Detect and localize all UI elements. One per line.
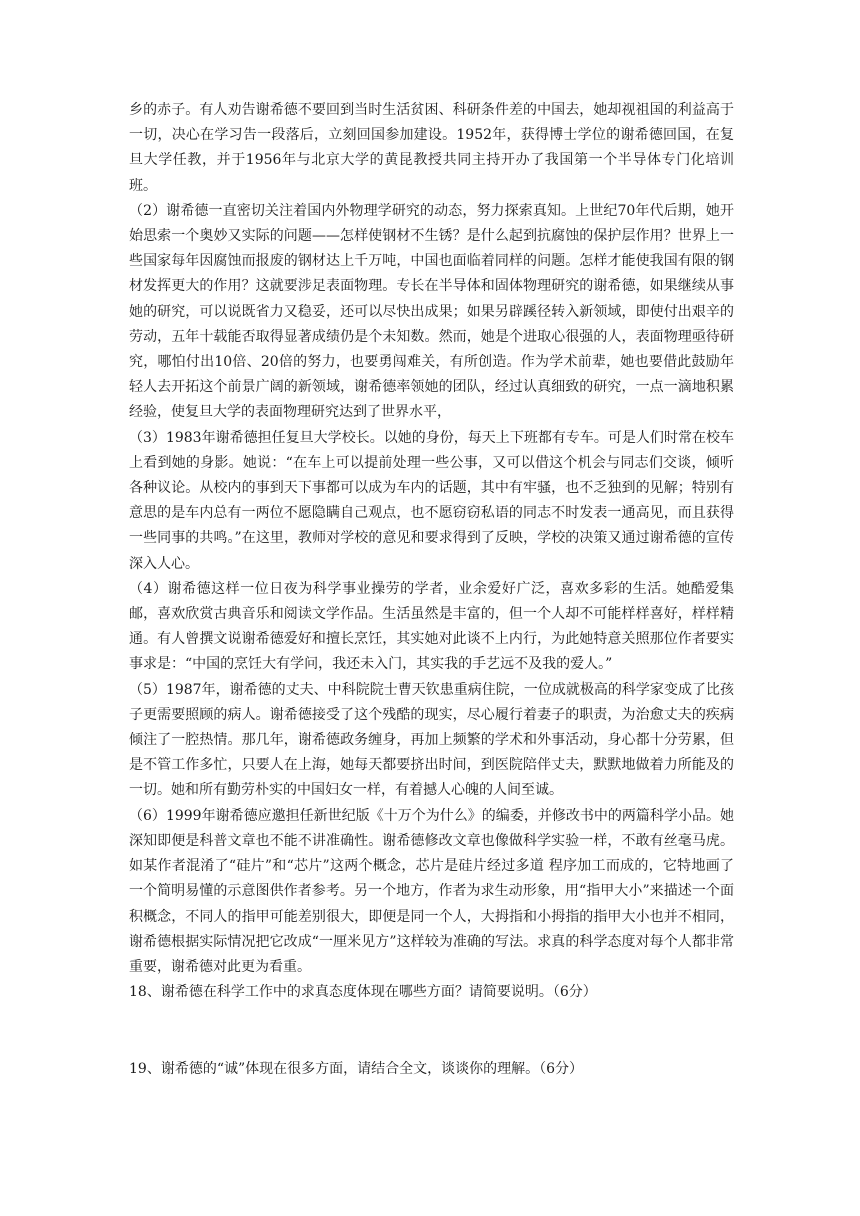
paragraph-3: （3）1983年谢希德担任复旦大学校长。以她的身份，每天上下班都有专车。可是人们时常在校车上看到她的身影。她说：“在车上可以提前处理一些公事，又可以借这个机会与同志们交谈，倾听各种议论。从校内的事到天下事都可以成为车内的话题，其中有牢骚，也不乏独到的见解；特别有意思的是车内总有一两位不愿隐瞒自己观点，也不愿窃窃私语的同志不时发表一通高见，而且获得一些同事的共鸣。”在这里，教师对学校的意见和要求得到了反映，学校的决策又通过谢希德的宣传深入人心。 [129,429,734,572]
paragraph-6: （6）1999年谢希德应邀担任新世纪版《十万个为什么》的编委，并修改书中的两篇科学小品。她深知即便是科普文章也不能不讲准确性。谢希德修改文章也像做科学实验一样，不敢有丝毫马虎。如某作者混淆了“硅片”和“芯片”这两个概念，芯片是硅片经过多道 程序加工而成的，它特地画了一个简明易懂的示意图供作者参考。另一个地方，作者为求生动形象，用“指甲大小”来描述一个面积概念，不同人的指甲可能差别很大，即便是同一个人，大拇指和小拇指的指甲大小也并不相同，谢希德根据实际情况把它改成“一厘米见方”这样较为准确的写法。求真的科学态度对每个人都非常重要，谢希德对此更为看重。 [129,807,734,975]
paragraph-2: （2）谢希德一直密切关注着国内外物理学研究的动态，努力探索真知。上世纪70年代后期，她开始思索一个奥妙又实际的问题——怎样使钢材不生锈？是什么起到抗腐蚀的保护层作用？世界上一些国家每年因腐蚀而报废的钢材达上千万吨，中国也面临着同样的问题。怎样才能使我国有限的钢材发挥更大的作用？这就要涉足表面物理。专长在半导体和固体物理研究的谢希德，如果继续从事她的研究，可以说既省力又稳妥，还可以尽快出成果；如果另辟蹊径转入新领域，即使付出艰辛的劳动，五年十载能否取得显著成绩仍是个未知数。然而，她是个进取心很强的人，表面物理亟待研究，哪怕付出10倍、20倍的努力，也要勇闯难关，有所创造。作为学术前辈，她也要借此鼓励年轻人去开拓这个前景广阔的新领域，谢希德率领她的团队，经过认真细致的研究，一点一滴地积累经验，使复旦大学的表面物理研究达到了世界水平， [129,202,734,421]
question-19: 19、谢希德的“诚”体现在很多方面，请结合全文，谈谈你的理解。（6分） [129,1061,584,1078]
document-body [129,98,734,1083]
question-18: 18、谢希德在科学工作中的求真态度体现在哪些方面？请简要说明。（6分） [129,984,597,1001]
paragraph-5: （5）1987年，谢希德的丈夫、中科院院士曹天钦患重病住院，一位成就极高的科学家变成了比孩子更需要照顾的病人。谢希德接受了这个残酷的现实，尽心履行着妻子的职责，为治愈丈夫的疾病倾注了一腔热情。那几年，谢希德政务缠身，再加上频繁的学术和外事活动，身心都十分劳累，但是不管工作多忙，只要人在上海，她每天都要挤出时间，到医院陪伴丈夫，默默地做着力所能及的一切。她和所有勤劳朴实的中国妇女一样，有着撼人心魄的人间至诚。 [129,681,734,799]
answer-space [129,1005,734,1057]
paragraph-4: （4）谢希德这样一位日夜为科学事业操劳的学者，业余爱好广泛，喜欢多彩的生活。她酷爱集邮，喜欢欣赏古典音乐和阅读文学作品。生活虽然是丰富的，但一个人却不可能样样喜好，样样精通。有人曾撰文说谢希德爱好和擅长烹饪，其实她对此谈不上内行，为此她特意关照那位作者要实事求是：“中国的烹饪大有学问，我还未入门，其实我的手艺远不及我的爱人。” [129,580,734,673]
paragraph-continuation: 乡的赤子。有人劝告谢希德不要回到当时生活贫困、科研条件差的中国去，她却视祖国的利益高于一切，决心在学习告一段落后，立刻回国参加建设。1952年，获得博士学位的谢希德回国，在复旦大学任教，并于1956年与北京大学的黄昆教授共同主持开办了我国第一个半导体专门化培训班。 [129,102,734,194]
